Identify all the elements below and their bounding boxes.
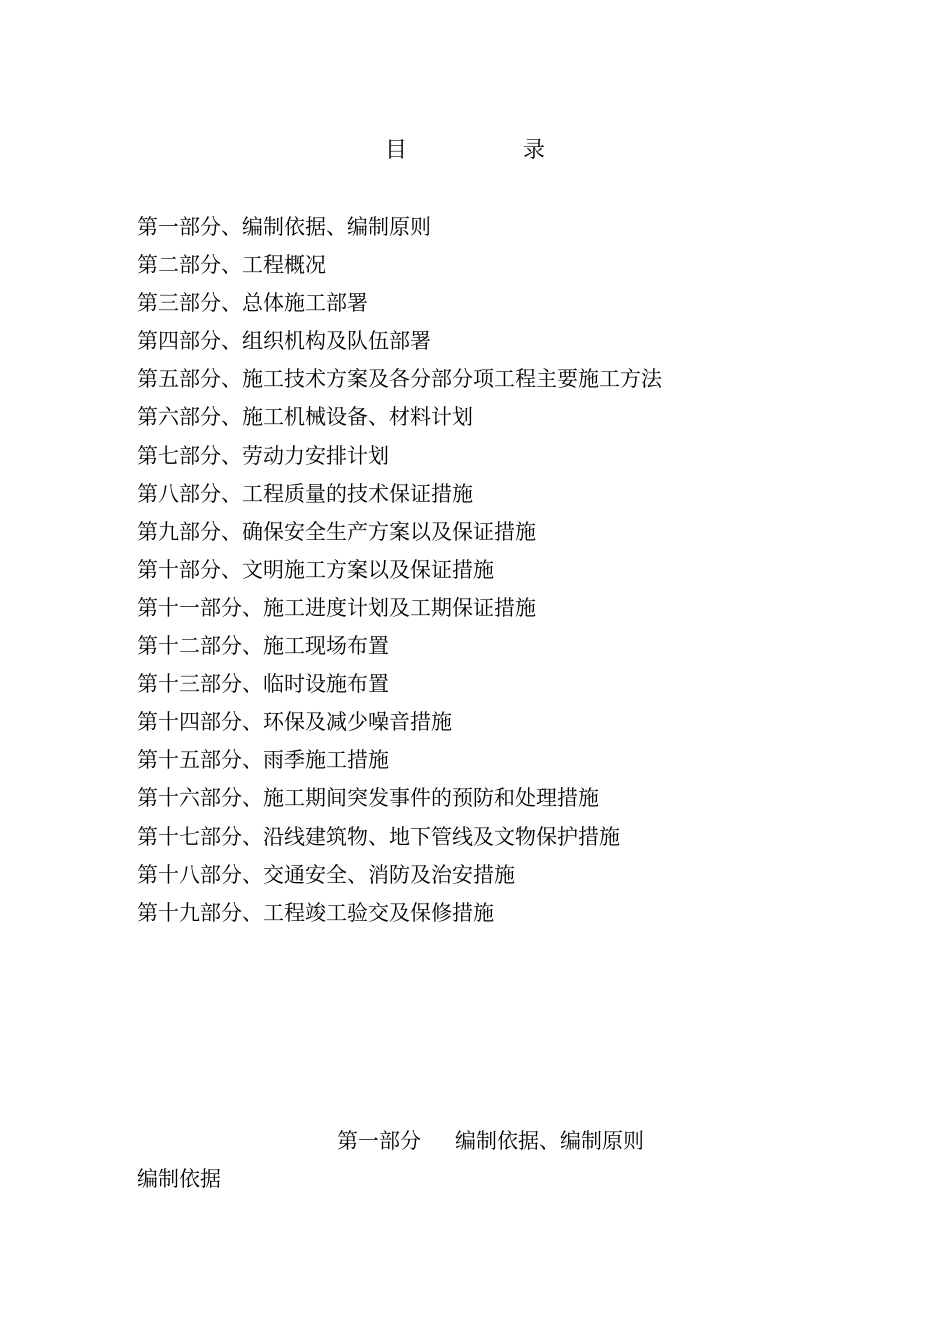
toc-item: 第二部分、工程概况 <box>137 253 326 278</box>
toc-item: 第一部分、编制依据、编制原则 <box>137 215 431 239</box>
section-heading <box>337 1126 644 1156</box>
toc-item: 第十二部分、施工现场布置 <box>137 634 389 659</box>
toc-item: 第十部分、文明施工方案以及保证措施 <box>137 557 494 582</box>
section-part-label: 第一部分 <box>337 1129 421 1153</box>
toc-item: 第十八部分、交通安全、消防及治安措施 <box>137 862 515 887</box>
toc-item: 第十三部分、临时设施布置 <box>137 672 389 697</box>
toc-item: 第十五部分、雨季施工措施 <box>137 748 389 773</box>
toc-title <box>385 136 545 166</box>
toc-item: 第十七部分、沿线建筑物、地下管线及文物保护措施 <box>137 824 620 849</box>
toc-item: 第十一部分、施工进度计划及工期保证措施 <box>137 595 536 620</box>
toc-item: 第九部分、确保安全生产方案以及保证措施 <box>137 519 536 544</box>
section-part-title: 编制依据、编制原则 <box>455 1129 644 1153</box>
section-subheading: 编制依据 <box>137 1167 221 1191</box>
toc-item: 第四部分、组织机构及队伍部署 <box>137 329 431 354</box>
toc-item: 第十九部分、工程竣工验交及保修措施 <box>137 900 494 925</box>
toc-item: 第十六部分、施工期间突发事件的预防和处理措施 <box>137 786 599 811</box>
toc-item: 第三部分、总体施工部署 <box>137 291 368 316</box>
toc-item: 第七部分、劳动力安排计划 <box>137 443 389 468</box>
toc-list <box>137 208 662 932</box>
toc-item: 第八部分、工程质量的技术保证措施 <box>137 481 473 506</box>
toc-item: 第五部分、施工技术方案及各分部分项工程主要施工方法 <box>137 367 662 392</box>
toc-title-right: 录 <box>522 138 545 163</box>
toc-item: 第十四部分、环保及减少噪音措施 <box>137 710 452 735</box>
toc-item: 第六部分、施工机械设备、材料计划 <box>137 405 473 430</box>
toc-title-left: 目 <box>385 138 408 163</box>
